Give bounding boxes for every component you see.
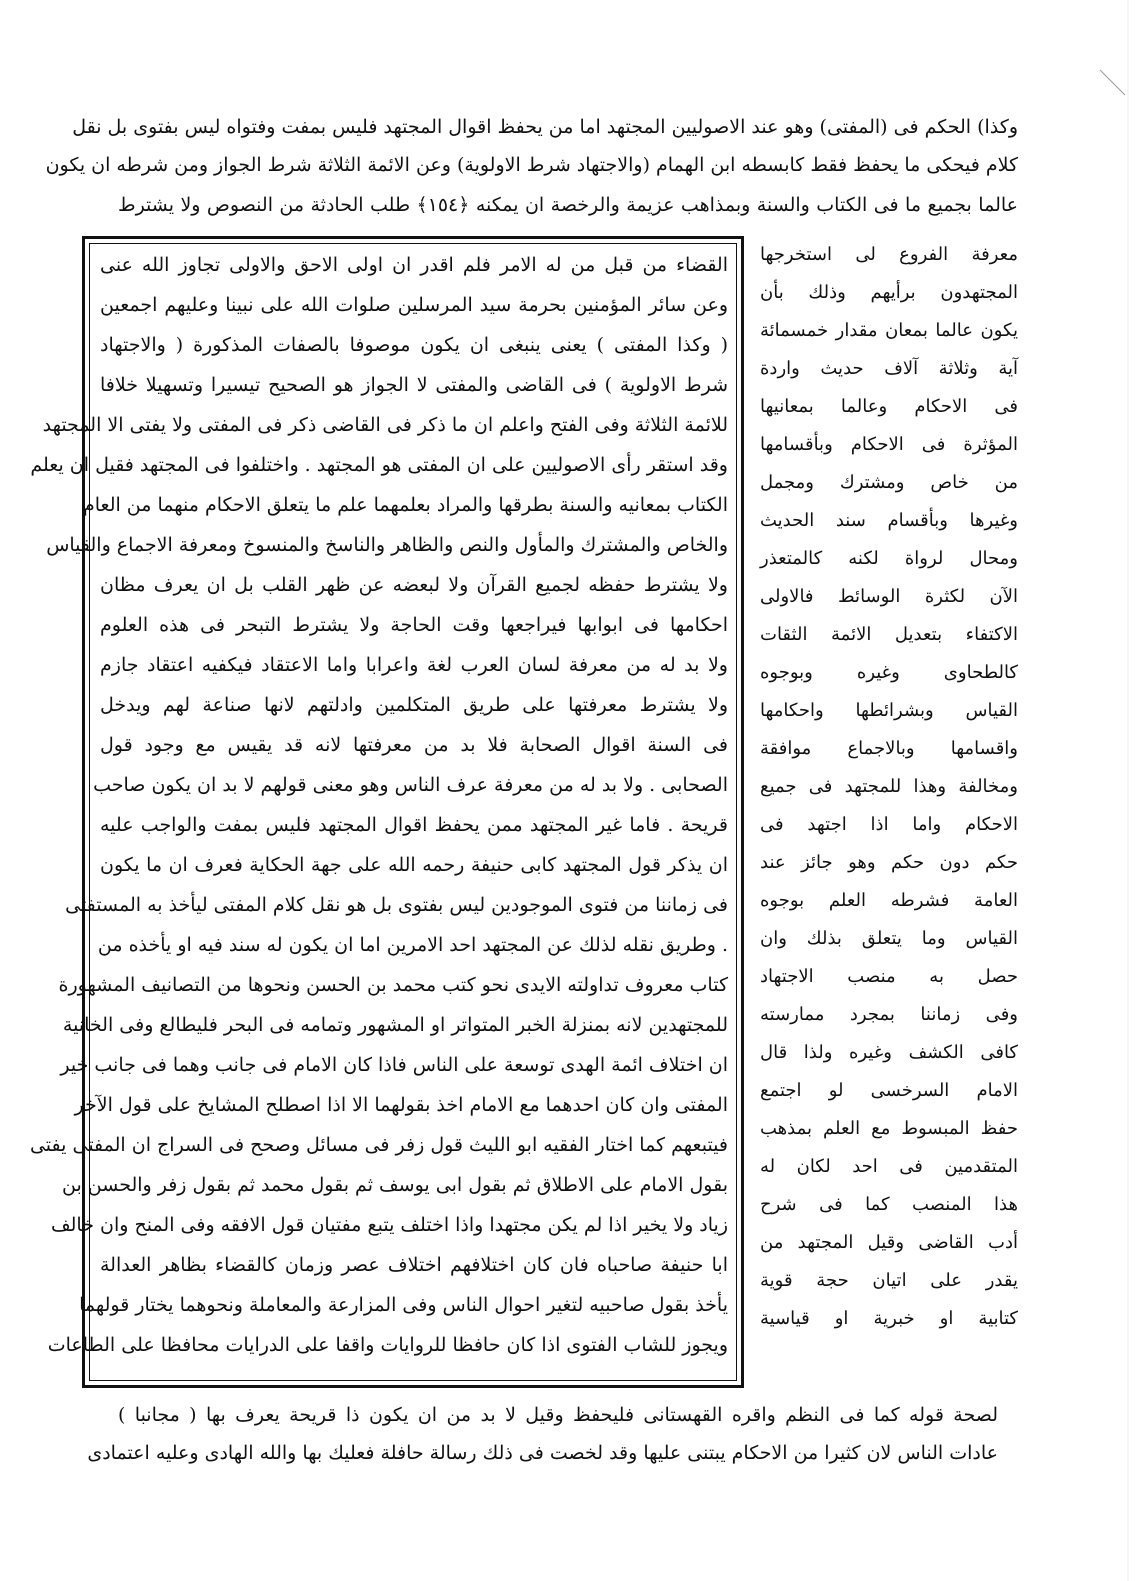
commentary-line: والخاص والمشترك والمأول والنص والظاهر والناسخ والمنسوخ ومعرفة الاجماع والقياس — [46, 534, 728, 556]
margin-line: كالطحاوى وغيره وبوجوه — [760, 662, 1018, 683]
commentary-line: احكامها فى ابوابها فيراجعها وقت الحاجة ولا يشترط التبحر فى هذه العلوم — [100, 614, 728, 636]
commentary-line: ابا حنيفة صاحباه فان كان اختلافهم اختلاف عصر وزمان كالقضاء بظاهر العدالة — [100, 1254, 728, 1276]
commentary-line: ان يذكر قول المجتهد كابى حنيفة رحمه الله على جهة الحكاية فعرف ان ما يكون — [100, 854, 728, 876]
commentary-line: ويجوز للشاب الفتوى اذا كان حافظا للروايات واقفا على الدرايات محافظا على الطاعات — [47, 1334, 728, 1356]
commentary-line: فى زماننا من فتوى الموجودين ليس بفتوى بل هو نقل كلام المفتى ليأخذ به المستفتى — [65, 894, 728, 916]
margin-line: القياس وما يتعلق بذلك وان — [760, 928, 1018, 949]
margin-line: معرفة الفروع لى استخرجها — [760, 244, 1018, 265]
commentary-line: فى السنة اقوال الصحابة فلا بد من معرفتها لانه قد يقيس مع وجود قول — [100, 734, 728, 756]
margin-line: الاكتفاء بتعديل الائمة الثقات — [760, 624, 1018, 645]
margin-line: هذا المنصب كما فى شرح — [760, 1194, 1018, 1215]
commentary-line: للمجتهدين لانه بمنزلة الخبر المتواتر او المشهور وتمامه فى البحر فليطالع وفى الخانية — [62, 1014, 728, 1036]
margin-line: الآن لكثرة الوسائط فالاولى — [760, 586, 1018, 607]
main-text-line: عالما بجميع ما فى الكتاب والسنة وبمذاهب عزيمة والرخصة ان يمكنه ﴿١٥٤﴾ طلب الحادثة من النصوص ولا يشترط — [118, 194, 1018, 216]
commentary-line: القضاء من قبل من له الامر فلم اقدر ان اولى الاحق والاولى تجاوز الله عنى — [100, 254, 728, 276]
main-text-line: كلام فيحكى ما يحفظ فقط كابسطه ابن الهمام (والاجتهاد شرط الاولوية) وعن الائمة الثلاثة شرط الجواز ومن شرطه ان يكون — [45, 154, 1018, 176]
main-text-line: عادات الناس لان كثيرا من الاحكام يبتنى عليها وقد لخصت فى ذلك رسالة حافلة فعليك بها والله الهادى وعليه اعتمادى — [87, 1442, 998, 1464]
margin-line: الامام السرخسى لو اجتمع — [760, 1080, 1018, 1101]
margin-line: كتابية او خبرية او قياسية — [760, 1308, 1018, 1329]
commentary-line: الكتاب بمعانيه والسنة بطرقها والمراد بعلمهما علم ما يتعلق الاحكام منهما من العام — [82, 494, 728, 516]
margin-line: وفى زماننا بمجرد ممارسته — [760, 1004, 1018, 1025]
commentary-line: المفتى وان كان احدهما مع الامام اخذ بقولهما الا اذا اصطلح المشايخ على قول الآخر — [74, 1094, 728, 1116]
commentary-line: وقد استقر رأى الاصوليين على ان المفتى هو المجتهد . واختلفوا فى المجتهد فقيل ان يعلم — [30, 454, 728, 476]
margin-line: ومحال لرواة لكنه كالمتعذر — [760, 548, 1018, 569]
commentary-line: يأخذ بقول صاحبيه لتغير احوال الناس وفى المزارعة والمعاملة ونحوهما يختار قولهما — [79, 1294, 728, 1316]
commentary-line: قريحة . فاما غير المجتهد ممن يحفظ اقوال المجتهد فليس بمفت والواجب عليه — [100, 814, 728, 836]
margin-line: آية وثلاثة آلاف حديث واردة — [760, 358, 1018, 379]
margin-line: المتقدمين فى احد لكان له — [760, 1156, 1018, 1177]
commentary-line: ولا بد له من معرفة لسان العرب لغة واعرابا واما الاعتقاد فيكفيه اعتقاد جازم — [100, 654, 728, 676]
commentary-line: . وطريق نقله لذلك عن المجتهد احد الامرين اما ان يكون له سند فيه او يأخذه من — [97, 934, 728, 956]
margin-line: حفظ المبسوط مع العلم بمذهب — [760, 1118, 1018, 1139]
commentary-line: فيتبعهم كما اختار الفقيه ابو الليث قول زفر فى مسائل وصحح فى السراج ان المفتى يفتى — [29, 1134, 728, 1156]
margin-line: حكم دون حكم وهو جائز عند — [760, 852, 1018, 873]
margin-line: يقدر على اتيان حجة قوية — [760, 1270, 1018, 1291]
margin-line: الاحكام واما اذا اجتهد فى — [760, 814, 1018, 835]
main-text-line: وكذا) الحكم فى (المفتى) وهو عند الاصوليين المجتهد اما من يحفظ اقوال المجتهد فليس بمفت وفتواه ليس بفتوى بل نقل — [72, 116, 1018, 138]
margin-line: حصل به منصب الاجتهاد — [760, 966, 1018, 987]
margin-line: واقسامها وبالاجماع موافقة — [760, 738, 1018, 759]
commentary-line: للائمة الثلاثة وفى الفتح واعلم ان ما ذكر فى القاضى ذكر فى المفتى ولا يفتى الا المجتهد — [42, 414, 728, 436]
commentary-line: وعن سائر المؤمنين بحرمة سيد المرسلين صلوات الله على نبينا وعليهم اجمعين — [100, 294, 728, 316]
commentary-line: كتاب معروف تداولته الايدى نحو كتب محمد بن الحسن ونحوها من التصانيف المشهورة — [58, 974, 728, 996]
margin-line: المؤثرة فى الاحكام وبأقسامها — [760, 434, 1018, 455]
margin-line: العامة فشرطه العلم بوجوه — [760, 890, 1018, 911]
commentary-line: زياد ولا يخير اذا لم يكن مجتهدا واذا اختلف يتبع مفتيان قول الافقه وفى المنح وان خالف — [50, 1214, 728, 1236]
commentary-line: ولا يشترط معرفتها على طريق المتكلمين وادلتهم لانها صناعة لهم ويدخل — [100, 694, 728, 716]
main-text-line: لصحة قوله كما فى النظم واقره القهستانى فليحفظ وقيل لا بد من ان يكون ذا قريحة يعرف بها ( مجانبا ) — [118, 1404, 998, 1426]
margin-line: وغيرها وبأقسام سند الحديث — [760, 510, 1018, 531]
margin-line: القياس وبشرائطها واحكامها — [760, 700, 1018, 721]
margin-line: المجتهدون برأيهم وذلك بأن — [760, 282, 1018, 303]
commentary-line: بقول الامام على الاطلاق ثم بقول ابى يوسف ثم بقول محمد ثم بقول زفر والحسن بن — [61, 1174, 728, 1196]
commentary-line: ولا يشترط حفظه لجميع القرآن ولا لبعضه عن ظهر القلب بل ان يعرف مظان — [100, 574, 728, 596]
margin-line: من خاص ومشترك ومجمل — [760, 472, 1018, 493]
commentary-line: شرط الاولوية ) فى القاضى والمفتى لا الجواز هو الصحيح تيسيرا وتسهيلا خلافا — [100, 374, 728, 396]
margin-line: أدب القاضى وقيل المجتهد من — [760, 1232, 1018, 1253]
commentary-line: ان اختلاف ائمة الهدى توسعة على الناس فاذا كان الامام فى جانب وهما فى جانب خير — [60, 1054, 728, 1076]
margin-line: فى الاحكام وعالما بمعانيها — [760, 396, 1018, 417]
commentary-line: ( وكذا المفتى ) يعنى ينبغى ان يكون موصوفا بالصفات المذكورة ( والاجتهاد — [100, 334, 728, 356]
commentary-line: الصحابى . ولا بد له من معرفة عرف الناس وهو معنى قولهم لا بد ان يكون صاحب — [93, 774, 728, 796]
margin-line: ومخالفة وهذا للمجتهد فى جميع — [760, 776, 1018, 797]
margin-line: كافى الكشف وغيره ولذا قال — [760, 1042, 1018, 1063]
margin-line: يكون عالما بمعان مقدار خمسمائة — [760, 320, 1018, 341]
